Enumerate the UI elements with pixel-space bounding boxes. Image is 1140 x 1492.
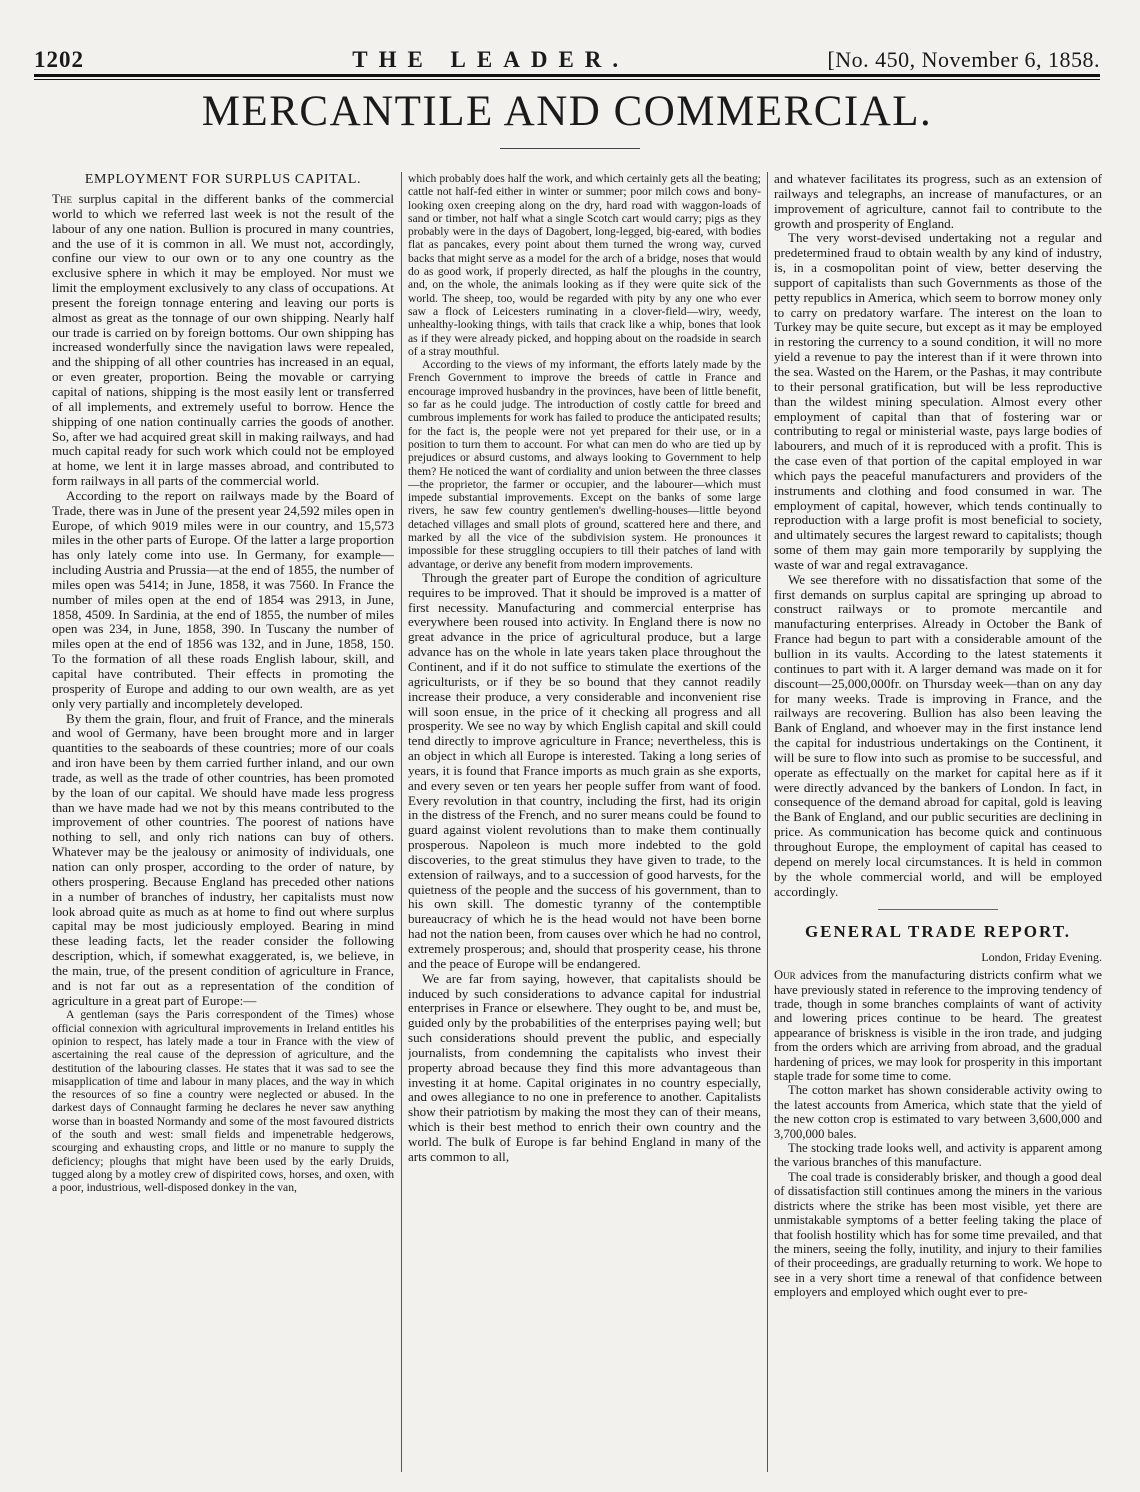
column-1 — [52, 172, 394, 1478]
drop-word: Our — [774, 968, 796, 983]
quoted-paragraph: According to the views of my informant, the efforts lately made by the French Government to improve the breeds of cattle in France and encourage improved husbandry in the provinces, have been of little benefit, so far as he could judge. The introduction of costly cattle for breed and cumbrous implements for work has failed to produce the anticipated results; for the fact is, the people were not yet prepared for their use, or in a position to turn them to account. For what can men do who are tied up by prejudices or absurd customs, and always looking to Government to help them? He noticed the want of cordiality and union between the three classes—the proprietor, the farmer or occupier, and the labourer—which must impede substantial improvements. Except on the banks of some large rivers, he saw few country gentlemen's dwelling-houses—little beyond detached villages and small plots of ground, scattered here and there, and marked by all the vice of the subdivision system. He pronounces it impossible for these struggling occupiers to till their patches of land with advantage, or derive any benefit from modern improvements. — [408, 358, 761, 571]
masthead: THE LEADER. — [352, 47, 630, 72]
column-2 — [408, 172, 761, 1478]
issue-info: [No. 450, November 6, 1858. — [827, 47, 1100, 72]
article-paragraph: The coal trade is considerably brisker, and though a good deal of dissatisfaction still continues among the miners in the various districts where the strike has been most visible, yet there are unmistakable symptoms of a better feeling taking the place of that foolish hostility which has for some time prevailed, and that the miners, seeing the folly, inutility, and injury to their families of their proceedings, are gradually returning to work. We hope to see in a very short time a renewal of that confidence between employers and employed which ought ever to pre- — [774, 1169, 1102, 1300]
dateline: London, Friday Evening. — [981, 950, 1102, 965]
trade-report-body — [774, 968, 1102, 1299]
article-title: EMPLOYMENT FOR SURPLUS CAPITAL. — [84, 172, 362, 187]
header-rule-thick — [34, 74, 1100, 77]
quoted-paragraph: A gentleman (says the Paris correspondent of the Times) whose official connexion with agricultural improvements in Ireland entitles his opinion to respect, has lately made a tour in France with the view of ascertaining the real cause of the depression of agriculture, and the destitution of the labouring classes. He states that it was sad to see the misapplication of time and labour in many places, and the way in which the resources of so fine a country were neglected or abused. In the darkest days of Connaught farming he declares he never saw anything worse than in boasted Normandy and some of the most favoured districts of the south and west: small fields and impenetrable hedgerows, scourging and exhausting crops, and little or no manure to supply the deficiency; ploughs that might have been used by the early Druids, tugged along by a motley crew of dispirited cows, horses, and oxen, with a poor, industrious, well-disposed donkey in the van, — [52, 1008, 394, 1195]
paragraph-text: advices from the manufacturing districts confirm what we have previously stated in reference to the improving tendency of trade, though in some branches complaints of want of activity and lowering prices continue to be heard. The greatest appearance of briskness is visible in the iron trade, and judging from the orders which are arriving from abroad, and the gradual hardening of prices, we may look for prosperity in this important staple trade for some time to come. — [774, 968, 1102, 1084]
article-paragraph: The cotton market has shown considerable activity owing to the latest accounts from America, which state that the yield of the new cotton crop is estimated to vary between 3,600,000 and 3,700,000 bales. — [774, 1083, 1102, 1141]
article-paragraph: According to the report on railways made by the Board of Trade, there was in June of the present year 24,592 miles open in Europe, of which 9019 miles were in our country, and 15,573 miles in the other parts of Europe. Of the latter a large proportion has only lately come into use. In Germany, for example—including Austria and Prussia—at the end of 1855, the number of miles open was 5414; in June, 1858, it was 7560. In France the number of miles open at the end of 1854 was 2913, in June, 1858, 4509. In Sardinia, at the end of 1855, the number of miles open was 234, in June, 1858, 390. In Tuscany the number of miles open at the end of 1856 was 132, and in June, 1858, 150. To the formation of all these roads English labour, skill, and capital have contributed. Their effects in promoting the prosperity of Europe and adding to our own wealth, are as yet only very partially and incompletely developed. — [52, 487, 394, 711]
trade-report-title: GENERAL TRADE REPORT. — [804, 922, 1072, 942]
article-paragraph: and whatever facilitates its progress, such as an extension of railways and telegraphs, an increase of manufactures, or an improvement of agriculture, cannot fail to contribute to the growth and prosperity of England. — [774, 172, 1102, 231]
page-number: 1202 — [34, 47, 84, 72]
section-rule — [500, 148, 640, 149]
article-paragraph: The very worst-devised undertaking not a regular and predetermined fraud to obtain wealth by any kind of industry, is, in a cosmopolitan point of view, better deserving the support of capitalists than such Governments as those of the petty republics in America, which seem to borrow money only to carry on predatory warfare. The interest on the loan to Turkey may be quite secure, but except as it may be employed in restoring the currency to a sound condition, it will no more yield a revenue to pay the interest than if it were thrown into the sea. Wasted on the Harem, or the Pashas, it may contribute to their personal gratification, but will be less reproductive than the wildest mining speculation. Almost every other employment of capital than that of fostering war or contributing to regal or ministerial waste, pays large bodies of labourers, and much of it is reproduced with a profit. This is the case even of that portion of the capital employed in war which pays the peaceful manufacturers and providers of the instruments and clothing and food consumed in war. The employment of capital, however, which tends continually to reproduction with a large profit is most beneficial to society, and ultimately secures the largest reward to capitalists; though some of them may gain more temporarily by supplying the waste of war and regal extravagance. — [774, 230, 1102, 572]
article-paragraph: We are far from saying, however, that capitalists should be induced by such considerations to advance capital for industrial enterprises in France or elsewhere. They ought to be, and must be, guided only by the probabilities of the enterprises paying well; but such considerations should prevent the public, and especially journalists, from condemning the capitalists who invest their property abroad because they find this more advantageous than investing it at home. Capital originates in no country especially, and owes allegiance to no one in preference to another. Capitalists show their patriotism by making the most they can of their means, which is their best method to enrich their own country and the world. The bulk of Europe is far behind England in many of the arts common to all, — [408, 970, 761, 1164]
article-paragraph — [52, 192, 394, 489]
article-paragraph: We see therefore with no dissatisfaction that some of the first demands on surplus capital are springing up abroad to construct railways or to promote mercantile and manufacturing enterprises. Already in October the Bank of France had begun to part with a considerable amount of the bullion in its vaults. According to the latest statements it continues to part with it. A larger demand was made on it for discount—25,000,000fr. on Thursday week—than on any day for many weeks. Trade is improving in France, and the railways are recovering. Bullion has also been leaving the Bank of England, and whoever may in the first instance lend the capital for industrious undertakings on the Continent, it will be sure to flow into such as promise to be successful, and operate as effectually on the market for capital here as if it were directly advanced by the bankers of London. In fact, in consequence of the demand abroad for capital, gold is leaving the Bank of England, and our public securities are declining in price. As communication has become quick and continuous throughout Europe, the employment of capital has ceased to depend on merely local circumstances. It is held in common by the whole commercial world, and will be employed accordingly. — [774, 571, 1102, 899]
quoted-paragraph: which probably does half the work, and which certainly gets all the beating; cattle not half-fed either in winter or summer; poor milch cows and bony-looking oxen creeping along on the dry, hard road with waggon-loads of sand or timber, not half what a single Scotch cart would carry; pigs as they probably were in the days of Dagobert, long-legged, big-eared, with bodies flat as pancakes, every point about them turned the wrong way, curved backs that might serve as a model for the arch of a bridge, noses that would do as good work, if properly directed, as half the ploughs in the country, and, on the whole, the animals looking as if they were quite sick of the world. The sheep, too, would be regarded with pity by any one who ever saw a flock of Leicesters ruminating in a clover-field—wiry, weedy, unhealthy-looking things, with tails that crack like a whip, bones that look as if they were already picked, and hopping about on the roadside in search of a stray mouthful. — [408, 172, 761, 358]
drop-word: The — [52, 191, 72, 206]
article-paragraph: By them the grain, flour, and fruit of France, and the minerals and wool of Germany, have been brought more and in larger quantities to the seaboards of these countries; more of our coals and iron have been by them carried further inland, and our own trade, as well as the trade of other countries, has been promoted by the loan of our capital. We should have made less progress than we have made had we not by this means contributed to the improvement of other countries. The poorest of nations have nothing to sell, and only rich nations can buy of others. Whatever may be the jealousy or animosity of individuals, one nation can only prosper, according to the order of nature, by others prospering. Because England has preceded other nations in a number of branches of industry, her capitalists must now look abroad quite as much as at home to find out where surplus capital may be most judiciously employed. Bearing in mind these leading facts, let the reader consider the following description, which, if somewhat exaggerated, is, we believe, in the main, true, of the present condition of agriculture in France, and is not far out as a representation of the condition of agriculture in a great part of Europe:— — [52, 710, 394, 1008]
column-rule-2 — [767, 172, 768, 1472]
column-rule-1 — [401, 172, 402, 1472]
article-separator — [878, 909, 998, 910]
article-paragraph: Through the greater part of Europe the condition of agriculture requires to be improved. That it should be improved is a matter of first necessity. Manufacturing and commercial enterprise has everywhere been roused into activity. In England there is now no great advance in the price of agricultural produce, but a large advance has on the whole in late years taken place throughout the Continent, and if it do not suffice to stimulate the exertions of the agriculturists, or if they be so bound that they cannot readily increase their produce, a very considerable and inconvenient rise will soon ensue, in the price of it checking all progress and all prosperity. We see no way by which English capital and skill could tend directly to improve agriculture in France; nevertheless, this is an object in which all Europe is interested. Taking a long series of years, it is found that France imports as much grain as she exports, and every seven or ten years her people suffer from want of food. Every revolution in that country, including the first, had its origin in the distress of the French, and no surer means could be found to guard against violent revolutions than to make them continually prosperous. Napoleon is much more indebted to the gold discoveries, to the great stimulus they have given to trade, to the extension of railways, and to a succession of good harvests, for the quietness of the people and the success of his government, than to his own skill. The domestic tyranny of the contemptible bureaucracy of which he is the head would not have been borne had not the nation been, from causes over which he had no control, extremely prosperous; and, should that prosperity cease, his throne and the peace of Europe will be endangered. — [408, 569, 761, 971]
article-paragraph: The stocking trade looks well, and activity is apparent among the various branches of this manufacture. — [774, 1141, 1102, 1170]
section-title: MERCANTILE AND COMMERCIAL. — [201, 88, 933, 135]
article-paragraph — [774, 968, 1102, 1083]
paragraph-text: surplus capital in the different banks of the commercial world to which we referred last week is not the result of the labour of any one nation. Bullion is procured in many countries, and the use of it is common in all. We must not, accordingly, confine our view to our own or to any one country as the exclusive sphere in which it may be employed. Nor must we limit the employment exclusively to any class of occupations. At present the foreign tonnage entering and leaving our ports is almost as great as the tonnage of our own shipping. Nearly half our trade is carried on by foreign bottoms. Our own shipping has increased wonderfully since the navigation laws were repealed, and the shipping of all other countries has increased in an equal, or even greater, proportion. Being the movable or carrying capital of nations, shipping is the most easily lent or transferred of all implements, and extremely useful to borrow. Hence the shipping of one nation continually carries the goods of another. So, after we had acquired great skill in making railways, and had much capital ready for such work which could not be employed at home, we lent it in large masses abroad, and contributed to form railways in all parts of the commercial world. — [52, 191, 394, 489]
header-rule-thin — [34, 79, 1100, 80]
running-header — [34, 42, 1100, 72]
column-3 — [774, 172, 1102, 1478]
